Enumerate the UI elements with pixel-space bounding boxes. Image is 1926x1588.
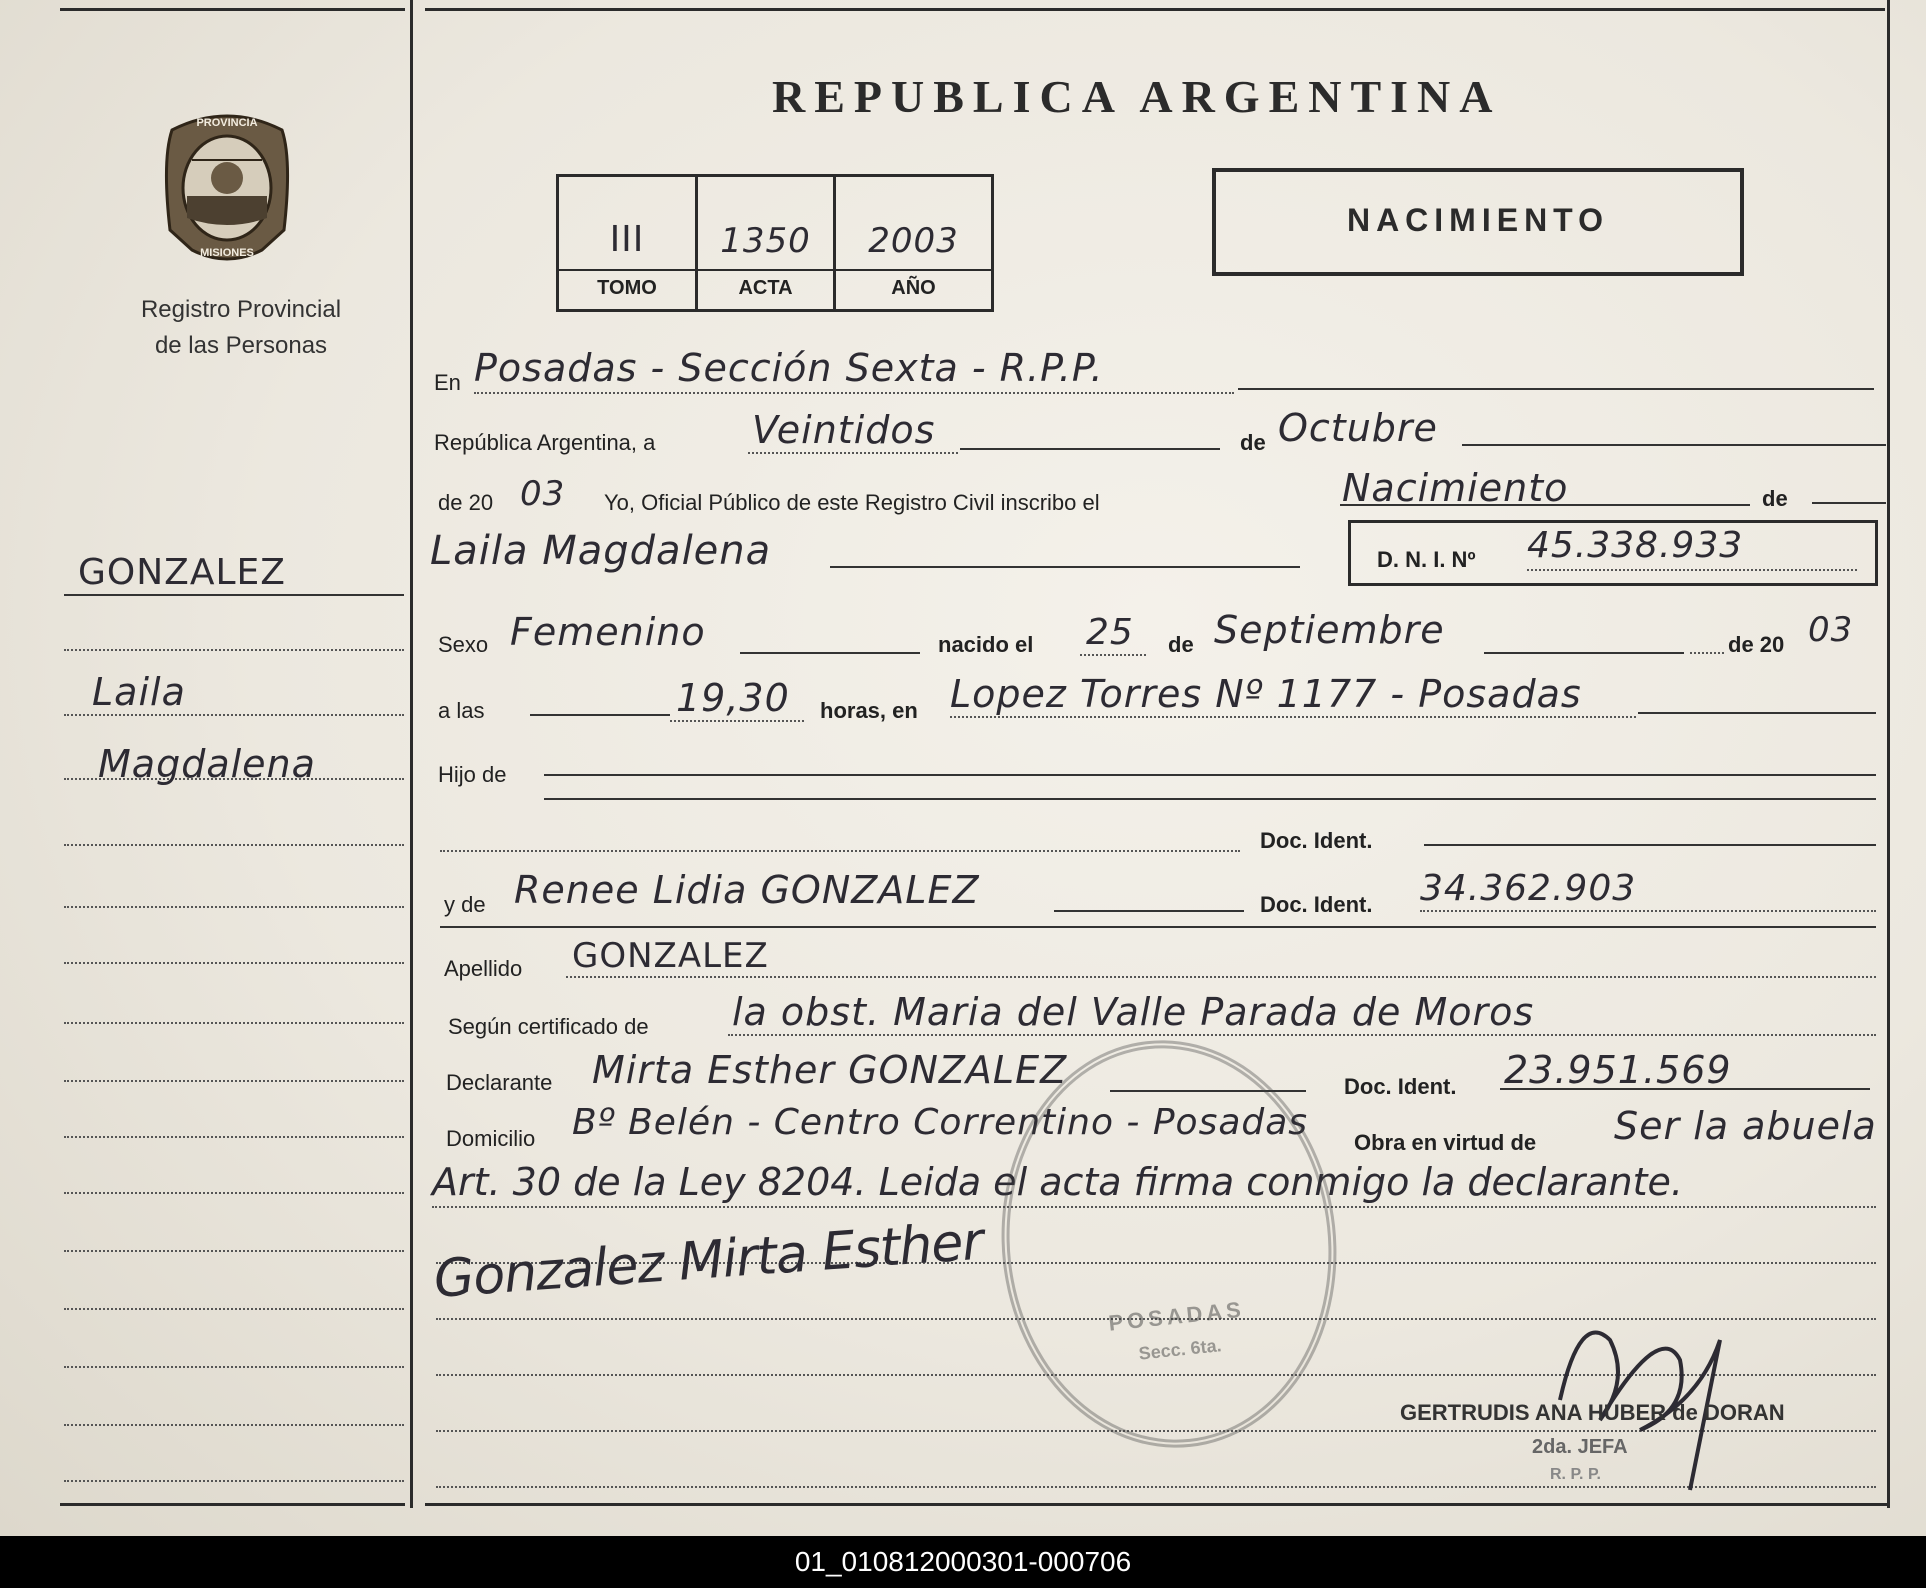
birth-year-label: de 20 xyxy=(1728,632,1785,657)
left-divider xyxy=(410,0,413,1508)
declarante-label: Declarante xyxy=(446,1070,553,1095)
father-doc-line xyxy=(1424,844,1876,846)
margin-name-2: Magdalena xyxy=(98,742,316,786)
margin-line xyxy=(64,1250,404,1252)
certificate-type: NACIMIENTO xyxy=(1346,202,1610,238)
margin-line xyxy=(64,1192,404,1194)
bottom-border-left xyxy=(60,1503,405,1506)
birth-month-dots xyxy=(1690,652,1724,654)
horas-label: horas, en xyxy=(820,698,918,723)
en-value: Posadas - Sección Sexta - R.P.P. xyxy=(474,346,1104,390)
sexo-value: Femenino xyxy=(510,610,706,654)
seal-bottom-text: MISIONES xyxy=(200,247,254,259)
name-value: Laila Magdalena xyxy=(430,528,772,574)
margin-line xyxy=(64,1080,404,1082)
father-doc-dots xyxy=(440,850,1240,852)
en-line-end xyxy=(1238,388,1874,390)
republica-label: República Argentina, a xyxy=(434,430,656,455)
month-value: Octubre xyxy=(1278,406,1438,450)
birth-day: 25 xyxy=(1086,612,1134,653)
margin-name-1: Laila xyxy=(92,670,186,714)
margin-line xyxy=(64,1366,404,1368)
margin-line xyxy=(64,1480,404,1482)
year-label: de 20 xyxy=(438,490,494,515)
sexo-label: Sexo xyxy=(438,632,489,657)
birth-year-value: 03 xyxy=(1808,610,1854,650)
margin-line xyxy=(64,844,404,846)
place-dots xyxy=(950,716,1636,718)
nacido-label: nacido el xyxy=(938,632,1034,657)
institution-name xyxy=(100,292,382,364)
de-line-2 xyxy=(1812,502,1886,504)
apellido-dots xyxy=(566,976,1876,978)
margin-line xyxy=(64,1308,404,1310)
art-line: Art. 30 de la Ley 8204. Leida el acta firma conmigo la declarante. xyxy=(432,1160,1683,1204)
hijo-label: Hijo de xyxy=(438,762,507,787)
segun-dots xyxy=(728,1034,1876,1036)
day-line xyxy=(748,452,958,454)
official-sub: R. P. P. xyxy=(1550,1466,1601,1483)
hour-value: 19,30 xyxy=(676,676,790,720)
day-line-end xyxy=(960,448,1220,450)
mother-doc: 34.362.903 xyxy=(1420,868,1637,909)
y-de-label: y de xyxy=(444,892,486,917)
margin-line xyxy=(64,1022,404,1024)
institution-line-1: Registro Provincial xyxy=(140,296,342,323)
certificate-type-box xyxy=(1212,168,1744,276)
dni-label: D. N. I. Nº xyxy=(1377,547,1476,572)
name-line xyxy=(830,566,1300,568)
margin-line xyxy=(64,714,404,716)
doc-ident-label-3: Doc. Ident. xyxy=(1344,1074,1457,1099)
dni-line xyxy=(1527,569,1857,571)
birth-day-line xyxy=(1080,654,1146,656)
acta-label: ACTA xyxy=(738,277,793,299)
de-label-2: de xyxy=(1762,486,1788,511)
birth-month: Septiembre xyxy=(1214,608,1445,652)
institution-line-2: de las Personas xyxy=(154,332,328,359)
event-line xyxy=(1340,504,1750,506)
declarante-doc: 23.951.569 xyxy=(1504,1048,1732,1092)
top-border-left xyxy=(60,8,405,11)
tomo-value: III xyxy=(609,219,645,260)
doc-ident-label: Doc. Ident. xyxy=(1260,828,1373,853)
en-label: En xyxy=(434,370,461,395)
mother-line xyxy=(1054,910,1244,912)
margin-line xyxy=(64,594,404,596)
stamp-section: Secc. 6ta. xyxy=(1137,1335,1223,1364)
domicilio-label: Domicilio xyxy=(446,1126,536,1151)
de-label: de xyxy=(1240,430,1266,455)
margin-line xyxy=(64,906,404,908)
tomo-label: TOMO xyxy=(597,277,657,299)
place-value: Lopez Torres Nº 1177 - Posadas xyxy=(950,672,1582,716)
mother-line-2 xyxy=(440,926,1876,928)
acta-value: 1350 xyxy=(720,221,811,261)
year-value: 03 xyxy=(520,474,566,514)
segun-label: Según certificado de xyxy=(448,1014,649,1039)
obra-label: Obra en virtud de xyxy=(1354,1130,1537,1155)
oficial-text: Yo, Oficial Público de este Registro Civil inscribo el xyxy=(604,490,1100,515)
mother-value: Renee Lidia GONZALEZ xyxy=(514,868,980,912)
day-value: Veintidos xyxy=(752,408,936,452)
doc-ident-label-2: Doc. Ident. xyxy=(1260,892,1373,917)
official-title: 2da. JEFA xyxy=(1532,1436,1628,1458)
place-line-end xyxy=(1638,712,1876,714)
dni-value: 45.338.933 xyxy=(1527,525,1744,566)
registry-box xyxy=(556,174,994,312)
margin-line xyxy=(64,1136,404,1138)
stamp-city: POSADAS xyxy=(1107,1296,1246,1336)
official-name: GERTRUDIS ANA HUBER de DORAN xyxy=(1400,1400,1785,1425)
obra-value: Ser la abuela xyxy=(1614,1104,1877,1148)
mother-doc-dots xyxy=(1420,910,1876,912)
apellido-value: GONZALEZ xyxy=(572,936,769,976)
top-border-right xyxy=(425,8,1885,11)
domicilio-value: Bº Belén - Centro Correntino - Posadas xyxy=(572,1102,1309,1143)
declarante-value: Mirta Esther GONZALEZ xyxy=(592,1048,1068,1092)
seal-top-text: PROVINCIA xyxy=(196,117,258,129)
hijo-line-2 xyxy=(544,798,1876,800)
de-label-3: de xyxy=(1168,632,1194,657)
anio-label: AÑO xyxy=(891,277,936,299)
month-line xyxy=(1462,444,1886,446)
anio-value: 2003 xyxy=(868,221,959,261)
margin-line xyxy=(64,962,404,964)
bottom-border-right xyxy=(425,1503,1887,1506)
document-id-footer: 01_010812000301-000706 xyxy=(0,1536,1926,1588)
dni-box xyxy=(1348,520,1878,586)
declarant-signature: Gonzalez Mirta Esther xyxy=(432,1211,985,1310)
margin-surname: GONZALEZ xyxy=(78,552,286,593)
a-las-label: a las xyxy=(438,698,485,723)
hour-dots xyxy=(670,720,804,722)
event-value: Nacimiento xyxy=(1342,466,1569,510)
apellido-label: Apellido xyxy=(444,956,523,981)
hour-line xyxy=(530,714,670,716)
margin-line xyxy=(64,1424,404,1426)
declarante-doc-line xyxy=(1500,1088,1870,1090)
birth-month-line xyxy=(1484,652,1684,654)
sexo-line xyxy=(740,652,920,654)
margin-line xyxy=(64,649,404,651)
en-line xyxy=(474,392,1234,394)
right-border xyxy=(1887,0,1890,1508)
hijo-line xyxy=(544,774,1876,776)
provincial-seal-icon xyxy=(152,100,302,268)
registry-label-rule xyxy=(559,269,991,271)
segun-value: la obst. Maria del Valle Parada de Moros xyxy=(732,990,1535,1034)
page-title: REPUBLICA ARGENTINA xyxy=(772,71,1502,122)
